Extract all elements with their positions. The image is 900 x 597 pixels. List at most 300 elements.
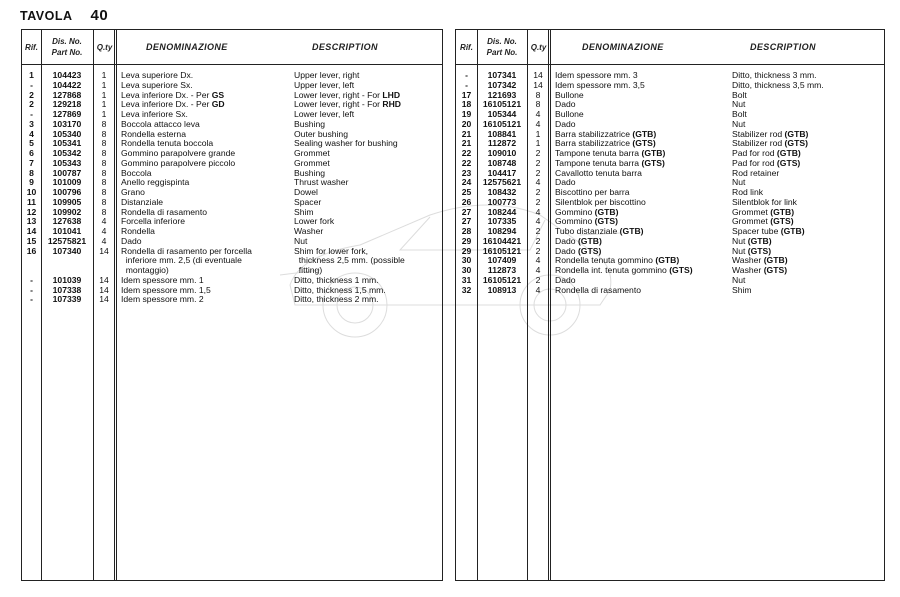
denominazione-cell-text: Leva inferiore Sx. — [121, 109, 188, 119]
description-cell-text: Lower fork — [294, 216, 335, 227]
quantity-cell-text: 8 — [101, 196, 107, 207]
part-number-cell-text: 12575821 — [47, 235, 87, 246]
quantity-cell-text: 2 — [535, 157, 541, 168]
part-number-cell-text: 101009 — [52, 177, 82, 188]
part-number-cell-text: 105341 — [52, 138, 82, 149]
quantity-cell-text: 2 — [535, 196, 541, 207]
quantity-cell-text: 14 — [533, 79, 543, 90]
quantity-cell-text: 1 — [101, 70, 107, 80]
rif-cell-text: 27 — [461, 216, 472, 227]
table-row — [22, 286, 442, 296]
denominazione-cell-bold-text: (GTS) — [594, 216, 619, 227]
denominazione-cell-bold-text: (GTS) — [632, 138, 656, 149]
part-number-cell-text: 104422 — [52, 79, 82, 90]
part-number-cell-text: 100773 — [487, 196, 517, 207]
quantity-cell-text: 4 — [535, 216, 541, 227]
description-cell-text: Stabilizer rod — [732, 128, 785, 139]
denominazione-cell-text: Rondella di rasamento — [555, 284, 641, 295]
table-row — [22, 256, 442, 266]
rif-cell-text: - — [465, 70, 468, 80]
description-cell-bold-text: (GTS) — [747, 245, 772, 256]
part-number-cell-text: 104423 — [52, 70, 82, 80]
part-number-cell-text: 107409 — [487, 255, 517, 266]
part-number-cell-text: 107339 — [52, 294, 82, 305]
denominazione-cell-text: Gommino — [555, 216, 595, 227]
quantity-cell-text: 4 — [535, 118, 541, 129]
table-row — [456, 217, 884, 227]
description-cell-text: Spacer — [294, 196, 322, 207]
description-cell-text: Nut — [732, 274, 746, 285]
quantity-cell-text: 4 — [535, 206, 541, 217]
table-number: 40 — [90, 7, 109, 24]
part-number-cell-text: 104417 — [487, 167, 517, 178]
table-row — [22, 169, 442, 179]
description-cell-bold-text: (GTB) — [770, 206, 795, 217]
denominazione-cell-text: Anello reggispinta — [121, 177, 190, 188]
denominazione-cell-text: Dado — [555, 177, 576, 188]
description-cell-text: Lower lever, left — [294, 109, 355, 119]
description-cell-text: Pad for rod — [732, 157, 777, 168]
description-cell-text: Bushing — [294, 118, 326, 129]
description-cell-text: Grommet — [732, 216, 771, 227]
col-header-part-no — [41, 30, 93, 64]
part-number-cell-text: 16104421 — [482, 235, 522, 246]
rif-cell-text: 14 — [26, 226, 37, 236]
table-row — [456, 100, 884, 110]
rif-cell — [22, 247, 41, 257]
denominazione-cell-text: Rondella int. tenuta gommino — [555, 265, 670, 275]
quantity-cell-text: 8 — [101, 138, 107, 149]
rif-cell-text: 32 — [461, 284, 472, 295]
table-row — [456, 286, 884, 296]
description-cell-text: Upper lever, right — [294, 70, 360, 80]
col-header-description: DESCRIPTION — [750, 41, 816, 52]
part-number-cell-text: 112873 — [487, 265, 517, 275]
denominazione-cell-text: Barra stabilizzatrice — [555, 128, 633, 139]
description-cell-text: Ditto, thickness 1,5 mm. — [294, 284, 386, 295]
quantity-cell — [528, 286, 548, 296]
denominazione-cell-text: Grano — [121, 187, 145, 197]
table-row — [456, 149, 884, 159]
description-cell-bold-text: (GTS) — [770, 216, 794, 227]
description-cell-text: Lower lever, right - For — [294, 89, 383, 100]
description-cell-text: Ditto, thickness 2 mm. — [294, 294, 379, 305]
quantity-cell-text: 4 — [535, 255, 541, 266]
table-row — [22, 100, 442, 110]
description-cell-text: Nut — [732, 245, 748, 256]
denominazione-cell-text: Tampone tenuta barra — [555, 148, 642, 158]
table-row — [22, 208, 442, 218]
rif-cell-text: 20 — [461, 118, 472, 129]
quantity-cell-text: 8 — [101, 118, 107, 129]
quantity-cell-text: 1 — [535, 138, 541, 149]
rif-cell-text: - — [30, 294, 33, 305]
col-header-part-no — [477, 30, 527, 64]
quantity-cell-text: 2 — [535, 148, 541, 158]
denominazione-cell-text: Barra stabilizzatrice — [555, 138, 633, 149]
denominazione-cell-text: Rondella — [121, 226, 155, 236]
denominazione-cell-text: Leva inferiore Dx. - Per — [121, 89, 212, 100]
table-row — [22, 188, 442, 198]
rif-cell-text: 29 — [461, 235, 472, 246]
quantity-cell-text: 4 — [101, 226, 107, 236]
quantity-cell-text: 1 — [101, 89, 107, 100]
rif-cell-text: 30 — [461, 265, 472, 275]
rif-cell-text: 21 — [461, 138, 472, 149]
quantity-cell-text: 14 — [99, 294, 109, 305]
part-number-cell-text: 112872 — [487, 138, 517, 149]
quantity-cell-text: 8 — [535, 89, 541, 100]
rif-cell-text: 5 — [29, 138, 34, 149]
quantity-cell-text: 14 — [99, 284, 109, 295]
denominazione-cell-text: Dado — [555, 274, 576, 285]
rif-cell-text: 1 — [29, 70, 34, 80]
quantity-cell-text: 14 — [99, 245, 109, 256]
description-cell-text: Washer — [294, 226, 324, 236]
rif-cell-text: 30 — [461, 255, 472, 266]
quantity-cell-text: 14 — [533, 70, 543, 80]
part-number-cell-text: 109905 — [52, 196, 82, 207]
part-number-cell-text: 127868 — [52, 89, 82, 100]
denominazione-cell-text: Forcella inferiore — [121, 216, 185, 227]
description-cell-text: Shim — [294, 206, 314, 217]
description-cell-bold-text: (GTB) — [784, 128, 809, 139]
rif-cell-text: 29 — [461, 245, 472, 256]
table-row — [456, 198, 884, 208]
rif-cell-text: 8 — [29, 167, 34, 178]
quantity-cell-text: 4 — [535, 284, 541, 295]
parts-table-left — [21, 29, 443, 581]
rif-cell-text: 15 — [26, 235, 37, 246]
denominazione-cell-text: Leva superiore Sx. — [121, 79, 193, 90]
table-row — [22, 198, 442, 208]
description-cell-text: Nut — [732, 235, 748, 246]
rif-cell — [456, 286, 477, 296]
rif-cell-text: 9 — [29, 177, 34, 188]
table-row — [22, 266, 442, 276]
denominazione-cell-text: Boccola attacco leva — [121, 118, 200, 129]
denominazione-cell — [121, 295, 204, 305]
part-number-cell-text: 127638 — [52, 216, 82, 227]
quantity-cell-text: 2 — [535, 167, 541, 178]
rif-cell-text: 24 — [461, 177, 472, 188]
quantity-cell-text: 4 — [535, 265, 541, 275]
quantity-cell-text: 1 — [101, 79, 107, 90]
denominazione-cell-bold-text: (GTS) — [577, 245, 602, 256]
rif-cell-text: 23 — [461, 167, 472, 178]
description-cell-text: Nut — [732, 99, 746, 110]
part-number-cell-text: 101039 — [52, 274, 82, 285]
table-row — [22, 295, 442, 305]
quantity-cell-text: 2 — [535, 235, 541, 246]
quantity-cell-text: 4 — [101, 216, 107, 227]
denominazione-cell-text: Dado — [555, 118, 576, 129]
rif-cell-text: 22 — [461, 148, 472, 158]
rif-cell-text: 21 — [461, 128, 472, 139]
rif-cell-text: 4 — [29, 128, 34, 139]
denominazione-cell-text: Distanziale — [121, 196, 164, 207]
description-cell-bold-text: (GTB) — [776, 148, 801, 158]
rif-cell-text: 18 — [461, 99, 472, 110]
quantity-cell-text: 8 — [101, 157, 107, 168]
part-number-cell-text: 16105121 — [482, 99, 522, 110]
description-cell-text: Nut — [294, 235, 308, 246]
table-row — [22, 120, 442, 130]
description-cell-text: Grommet — [294, 157, 330, 168]
quantity-cell-text: 2 — [535, 274, 541, 285]
description-cell-text: Bolt — [732, 109, 747, 119]
rows-right — [456, 71, 884, 295]
description-cell-text: Ditto, thickness 3 mm. — [732, 70, 817, 80]
quantity-cell-text: 2 — [535, 226, 541, 236]
rif-cell-text: - — [30, 284, 33, 295]
rif-cell-text: - — [30, 79, 33, 90]
description-cell-text: Sealing washer for bushing — [294, 138, 398, 149]
denominazione-cell-text: Gommino — [555, 206, 595, 217]
rif-cell-text: 27 — [461, 206, 472, 217]
part-number-cell-text: 107341 — [487, 70, 517, 80]
quantity-cell-text: 2 — [535, 187, 541, 197]
description-cell-bold-text: LHD — [382, 89, 401, 100]
table-row — [456, 130, 884, 140]
denominazione-cell-bold-text: (GTB) — [594, 206, 619, 217]
table-row — [456, 208, 884, 218]
description-cell-bold-text: (GTB) — [747, 235, 772, 246]
denominazione-cell-bold-text: (GTS) — [641, 157, 665, 168]
col-header-qty: Q.ty — [96, 42, 113, 52]
col-header-qty: Q.ty — [530, 42, 547, 52]
part-number-cell-text: 121693 — [487, 89, 517, 100]
part-number-cell-text: 108294 — [487, 226, 517, 236]
description-cell-text: Lower lever, right - For — [294, 99, 383, 110]
rif-cell-text: 12 — [26, 206, 37, 217]
denominazione-cell — [555, 286, 641, 296]
description-cell-text: Stabilizer rod — [732, 138, 785, 149]
denominazione-cell-text: Silentblok per biscottino — [555, 196, 646, 207]
rif-cell-text: 28 — [461, 226, 472, 236]
rif-cell-text: 3 — [29, 118, 34, 129]
part-number-cell-text: 107340 — [52, 245, 82, 256]
table-row — [456, 159, 884, 169]
col-header-part-line2: Part No. — [486, 48, 518, 57]
description-cell-text: Nut — [732, 177, 746, 188]
rif-cell-text: 31 — [461, 274, 472, 285]
part-number-cell-text: 107335 — [487, 216, 517, 227]
quantity-cell-text: 4 — [535, 109, 541, 119]
table-row — [456, 120, 884, 130]
denominazione-cell-bold-text: (GTB) — [641, 148, 666, 158]
description-cell-text: Spacer tube — [732, 226, 781, 236]
part-number-cell-text: 16105121 — [482, 274, 522, 285]
description-cell-text: Ditto, thickness 3,5 mm. — [732, 79, 824, 90]
denominazione-cell-text: Rondella di rasamento — [121, 206, 207, 217]
col-header-part-line1: Dis. No. — [487, 37, 517, 46]
part-number-cell — [41, 247, 93, 257]
table-row — [456, 139, 884, 149]
description-cell-text: Grommet — [294, 148, 330, 158]
part-number-cell-text: 101041 — [52, 226, 82, 236]
table-row — [456, 188, 884, 198]
denominazione-cell-text: Tampone tenuta barra — [555, 157, 642, 168]
rif-cell-text: 2 — [29, 89, 34, 100]
denominazione-cell-text: Biscottino per barra — [555, 187, 630, 197]
quantity-cell-text: 8 — [101, 148, 107, 158]
table-label: TAVOLA — [20, 9, 73, 23]
description-cell-text: thickness 2,5 mm. (possible — [294, 255, 405, 266]
quantity-cell — [94, 247, 114, 257]
quantity-cell-text: 8 — [101, 128, 107, 139]
description-cell-bold-text: (GTS) — [763, 265, 788, 275]
description-cell-bold-text: (GTS) — [776, 157, 801, 168]
part-number-cell-text: 100796 — [52, 187, 82, 197]
col-header-rif: Rif. — [460, 42, 473, 52]
quantity-cell-text: 8 — [101, 206, 107, 217]
description-cell-text: Shim for lower fork, — [294, 245, 369, 256]
description-cell-bold-text: (GTS) — [784, 138, 808, 149]
denominazione-cell-text: Rondella di rasamento per forcella — [121, 245, 252, 256]
table-row — [22, 110, 442, 120]
part-number-cell-text: 100787 — [52, 167, 82, 178]
quantity-cell-text: 4 — [535, 177, 541, 188]
part-number-cell-text: 109902 — [52, 206, 82, 217]
rif-cell-text: 11 — [26, 196, 37, 207]
description-cell-bold-text: RHD — [382, 99, 401, 110]
denominazione-cell-text: Leva inferiore Dx. - Per — [121, 99, 212, 110]
denominazione-cell-text: Dado — [555, 245, 578, 256]
quantity-cell-text: 1 — [101, 99, 107, 110]
denominazione-cell-text: Tubo distanziale — [555, 226, 620, 236]
rif-cell-text: 10 — [26, 187, 37, 197]
denominazione-cell-text: Rondella esterna — [121, 128, 186, 139]
page-title — [20, 7, 108, 24]
part-number-cell-text: 108748 — [487, 157, 517, 168]
quantity-cell-text: 1 — [535, 128, 541, 139]
description-cell-text: Bushing — [294, 167, 326, 178]
description-cell-text: Washer — [732, 265, 764, 275]
part-number-cell-text: 129218 — [52, 99, 82, 110]
part-number-cell-text: 12575621 — [482, 177, 522, 188]
denominazione-cell-bold-text: (GTB) — [655, 255, 680, 266]
table-row — [22, 71, 442, 81]
denominazione-cell-text: inferiore mm. 2,5 (di eventuale — [121, 255, 242, 266]
rif-cell-text: 17 — [461, 89, 472, 100]
part-number-cell-text: 108841 — [487, 128, 517, 139]
part-number-cell-text: 109010 — [487, 148, 517, 158]
description-cell-text: Bolt — [732, 89, 747, 100]
description-cell-text: Grommet — [732, 206, 771, 217]
description-cell-text: Shim — [732, 284, 752, 295]
parts-table-right — [455, 29, 885, 581]
description-cell-text: Thrust washer — [294, 177, 349, 188]
part-number-cell — [41, 295, 93, 305]
description-cell-bold-text: (GTB) — [763, 255, 788, 266]
denominazione-cell-text: Leva superiore Dx. — [121, 70, 194, 80]
denominazione-cell-text: Gommino parapolvere piccolo — [121, 157, 236, 168]
denominazione-cell-text: Cavallotto tenuta barra — [555, 167, 642, 178]
table-row — [456, 276, 884, 286]
quantity-cell-text: 8 — [535, 99, 541, 110]
denominazione-cell-text: Dado — [555, 235, 578, 246]
description-cell-text: Nut — [732, 118, 746, 129]
rif-cell-text: 22 — [461, 157, 472, 168]
quantity-cell-text: 1 — [101, 109, 107, 119]
denominazione-cell-text: Idem spessore mm. 3 — [555, 70, 638, 80]
denominazione-cell-text: Gommino parapolvere grande — [121, 148, 236, 158]
description-cell-text: Rod retainer — [732, 167, 780, 178]
description-cell — [294, 295, 379, 305]
rif-cell-text: 25 — [461, 187, 472, 197]
rif-cell-text: - — [30, 109, 33, 119]
denominazione-cell-bold-text: GD — [211, 99, 225, 110]
quantity-cell-text: 4 — [101, 235, 107, 246]
part-number-cell-text: 108432 — [487, 187, 517, 197]
rif-cell-text: 6 — [29, 148, 34, 158]
rif-cell-text: 7 — [29, 157, 34, 168]
quantity-cell-text: 8 — [101, 187, 107, 197]
col-header-description: DESCRIPTION — [312, 41, 378, 52]
denominazione-cell-text: Bullone — [555, 89, 584, 100]
part-number-cell-text: 108244 — [487, 206, 517, 217]
denominazione-cell-bold-text: (GTB) — [619, 226, 644, 236]
quantity-cell-text: 2 — [535, 245, 541, 256]
description-cell-text: Dowel — [294, 187, 318, 197]
rows-left — [22, 71, 442, 305]
denominazione-cell-bold-text: (GTB) — [632, 128, 657, 139]
col-header-rif: Rif. — [25, 42, 38, 52]
denominazione-cell-bold-text: GS — [211, 89, 225, 100]
denominazione-cell-bold-text: (GTB) — [577, 235, 602, 246]
description-cell-bold-text: (GTB) — [780, 226, 805, 236]
denominazione-cell-text: Boccola — [121, 167, 152, 178]
part-number-cell-text: 108913 — [487, 284, 517, 295]
col-header-denominazione: DENOMINAZIONE — [146, 41, 228, 52]
denominazione-cell-text: Dado — [555, 99, 576, 110]
table-row — [456, 81, 884, 91]
part-number-cell-text: 105343 — [52, 157, 82, 168]
denominazione-cell-text: Bullone — [555, 109, 584, 119]
description-cell-text: Washer — [732, 255, 764, 266]
description-cell — [732, 286, 752, 296]
description-cell-text: Outer bushing — [294, 128, 348, 139]
part-number-cell-text: 105340 — [52, 128, 82, 139]
description-cell-text: Upper lever, left — [294, 79, 355, 90]
rif-cell-text: 19 — [461, 109, 472, 119]
table-row — [22, 217, 442, 227]
rif-cell — [22, 295, 41, 305]
rif-cell-text: 2 — [29, 99, 34, 110]
denominazione-cell-text: Rondella tenuta gommino — [555, 255, 656, 266]
description-cell-text: Ditto, thickness 1 mm. — [294, 274, 379, 285]
part-number-cell — [477, 286, 527, 296]
denominazione-cell-text: Idem spessore mm. 3,5 — [555, 79, 645, 90]
quantity-cell-text: 8 — [101, 167, 107, 178]
rif-cell-text: 13 — [26, 216, 37, 227]
denominazione-cell-text: Idem spessore mm. 1 — [121, 274, 204, 285]
col-header-denominazione: DENOMINAZIONE — [582, 41, 664, 52]
quantity-cell — [94, 295, 114, 305]
rif-cell-text: 16 — [26, 245, 37, 256]
part-number-cell-text: 16105121 — [482, 245, 522, 256]
part-number-cell-text: 107338 — [52, 284, 82, 295]
denominazione-cell-text: Rondella tenuta boccola — [121, 138, 214, 149]
part-number-cell-text: 127869 — [52, 109, 82, 119]
quantity-cell-text: 14 — [99, 274, 109, 285]
table-row — [22, 178, 442, 188]
part-number-cell-text: 105344 — [487, 109, 517, 119]
table-row — [22, 159, 442, 169]
rif-cell-text: - — [465, 79, 468, 90]
rif-cell-text: 26 — [461, 196, 472, 207]
